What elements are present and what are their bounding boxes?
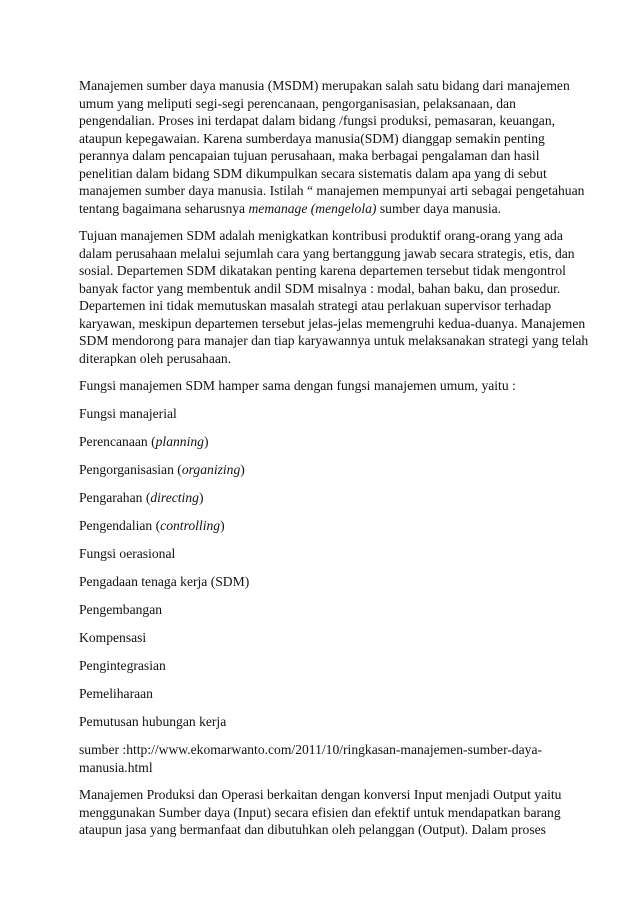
- function-name: Perencanaan: [79, 434, 148, 449]
- managerial-function-item: Pengorganisasian (organizing): [79, 462, 245, 477]
- function-name: Pengarahan: [79, 490, 143, 505]
- managerial-function-item: Perencanaan (planning): [79, 434, 209, 449]
- text-fragment: sumber daya manusia.: [376, 200, 502, 216]
- operational-functions-heading: Fungsi oerasional: [79, 546, 176, 561]
- function-term: controlling: [160, 518, 221, 533]
- source-citation: [79, 741, 569, 776]
- text-line: SDM mendorong para manajer dan tiap karyawannya untuk melaksanakan strategi yang telah: [79, 333, 589, 348]
- text-line: umum yang meliputi segi-segi perencanaan, pengorganisasian, pelaksanaan, dan: [79, 95, 516, 111]
- text-line: dalam perusahaan melalui sejumlah cara yang bertanggung jawab secara strategis, etis, dan: [79, 245, 575, 261]
- operational-function-item: Pemeliharaan: [79, 686, 153, 701]
- function-term: planning: [155, 434, 204, 449]
- paragraph-functions-intro: Fungsi manajemen SDM hamper sama dengan fungsi manajemen umum, yaitu :: [79, 378, 516, 393]
- operational-function-item: Pengintegrasian: [79, 658, 166, 673]
- paragraph-msdm-goals: [79, 227, 589, 367]
- function-term: directing: [150, 490, 199, 505]
- operational-function-item: Pengadaan tenaga kerja (SDM): [79, 574, 250, 589]
- source-line: sumber :http://www.ekomarwanto.com/2011/10/ringkasan-manajemen-sumber-daya-: [79, 742, 543, 757]
- function-name: Pengorganisasian: [79, 462, 174, 477]
- document-body: [79, 77, 589, 849]
- operational-function-item: Pengembangan: [79, 602, 163, 617]
- text-line: Departemen ini tidak memutuskan masalah strategi atau perlakuan supervisor terhadap: [79, 298, 552, 313]
- source-line: manusia.html: [79, 759, 153, 775]
- text-line: diterapkan oleh perusahaan.: [79, 350, 232, 366]
- text-fragment: tentang bagaimana seharusnya: [79, 200, 249, 216]
- text-line: Manajemen Produksi dan Operasi berkaitan dengan konversi Input menjadi Output yaitu: [79, 787, 562, 802]
- text-line-last: [79, 200, 569, 218]
- text-line: Tujuan manajemen SDM adalah menigkatkan kontribusi produktif orang-orang yang ada: [79, 228, 563, 243]
- text-line: karyawan, meskipun departemen tersebut jelas-jelas memengruhi kedua-duanya. Manajemen: [79, 315, 586, 331]
- text-line: pengendalian. Proses ini terdapat dalam bidang /fungsi produksi, pemasaran, keuangan,: [79, 113, 556, 128]
- emphasized-term: memanage (mengelola): [248, 200, 377, 216]
- text-line: sosial. Departemen SDM dikatakan penting karena departemen tersebut tidak mengontrol: [79, 263, 566, 278]
- text-line: manajemen sumber daya manusia. Istilah “ manajemen mempunyai arti sebagai pengetahuan: [79, 183, 585, 198]
- operational-function-item: Pemutusan hubungan kerja: [79, 714, 227, 729]
- text-line: menggunakan Sumber daya (Input) secara efisien dan efektif untuk mendapatkan barang: [79, 804, 561, 820]
- function-term: organizing: [181, 462, 241, 477]
- paragraph-msdm-definition: [79, 77, 585, 217]
- managerial-function-item: Pengarahan (directing): [79, 490, 204, 505]
- paragraph-production-management: [79, 786, 569, 839]
- function-name: Pengendalian: [79, 518, 153, 533]
- text-line: penelitian dalam bidang SDM dikumpulkan secara sistematis dalam apa yang di sebut: [79, 165, 547, 181]
- operational-function-item: Kompensasi: [79, 630, 147, 645]
- text-line: Manajemen sumber daya manusia (MSDM) merupakan salah satu bidang dari manajemen: [79, 78, 570, 93]
- text-line: ataupun kepegawaian. Karena sumberdaya manusia(SDM) dianggap semakin penting: [79, 130, 545, 146]
- text-line: ataupun jasa yang bermanfaat dan dibutuhkan oleh pelanggan (Output). Dalam proses: [79, 822, 546, 837]
- text-line: banyak factor yang membentuk andil SDM misalnya : modal, bahan baku, dan prosedur.: [79, 280, 561, 296]
- managerial-function-item: Pengendalian (controlling): [79, 518, 225, 533]
- text-line: perannya dalam pencapaian tujuan perusahaan, maka berbagai pengalaman dan hasil: [79, 148, 540, 163]
- managerial-functions-heading: Fungsi manajerial: [79, 406, 177, 421]
